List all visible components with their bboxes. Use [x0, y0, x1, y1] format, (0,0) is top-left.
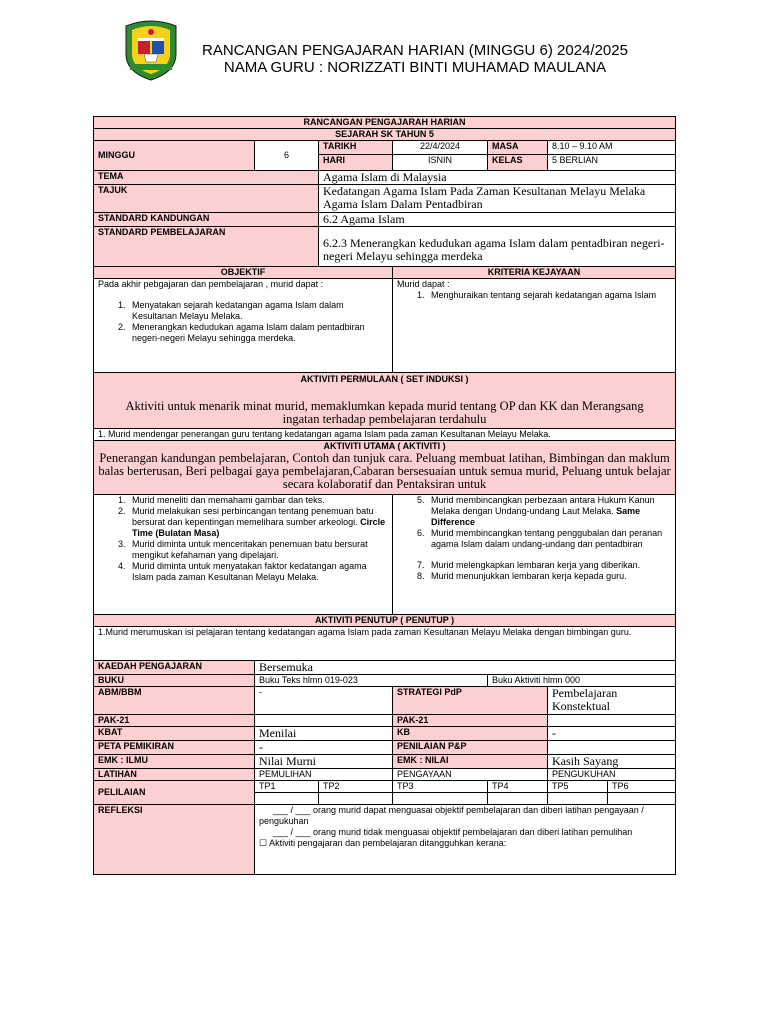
kaedah-value: Bersemuka	[255, 661, 676, 675]
pengayaan-label: PENGAYAAN	[393, 769, 548, 781]
emk-ilmu-value: Nilai Murni	[255, 755, 393, 769]
hari-value: ISNIN	[393, 155, 488, 171]
kb-label: KB	[393, 727, 548, 741]
utama-item-8: 8. Murid menunjukkan lembaran kerja kepada guru.	[427, 571, 671, 582]
refleksi-line-3: ☐ Aktiviti pengajaran dan pembelajaran ditangguhkan kerana:	[259, 838, 507, 848]
utama-label: AKTIVITI UTAMA ( AKTIVITI )	[323, 441, 446, 451]
penilaian-value	[548, 741, 676, 755]
penilaian-label: PENILAIAN P&P	[393, 741, 548, 755]
objektif-item: 2. Menerangkan kedudukan agama Islam dalam pentadbiran negeri-negeri Melayu sehingga merdeka.	[128, 322, 388, 344]
permulaan-text: Aktiviti untuk menarik minat murid, memaklumkan kepada murid tentang OP dan KK dan Merangsang ingatan terhadap pembelajaran terdahulu	[125, 399, 644, 426]
tema-label: TEMA	[94, 171, 319, 185]
utama-item-1: 1. Murid meneliti dan memahami gambar dan teks.	[128, 495, 388, 506]
circle-time-label: Circle Time (Bulatan Masa)	[132, 517, 386, 538]
page-header	[0, 14, 768, 84]
latihan-label: LATIHAN	[94, 769, 255, 781]
refleksi-label: REFLEKSI	[94, 805, 255, 875]
utama-left-list	[98, 495, 388, 583]
tarikh-value: 22/4/2024	[393, 141, 488, 155]
standard-pembelajaran-label: STANDARD PEMBELAJARAN	[94, 227, 319, 267]
peta-pemikiran-label: PETA PEMIKIRAN	[94, 741, 255, 755]
kbat-value: Menilai	[255, 727, 393, 741]
tp6-value	[608, 793, 676, 805]
document-title-block	[190, 42, 640, 76]
standard-pembelajaran-value: 6.2.3 Menerangkan kedudukan agama Islam dalam pentadbiran negeri-negeri Melayu sehingga merdeka	[319, 227, 676, 267]
objektif-list	[98, 300, 388, 344]
pak21-value-right	[548, 715, 676, 727]
kriteria-content	[393, 279, 676, 373]
tp2-value	[319, 793, 393, 805]
plan-heading: RANCANGAN PENGAJARAH HARIAN	[94, 117, 676, 129]
objektif-content	[94, 279, 393, 373]
minggu-label: MINGGU	[94, 141, 255, 171]
pemulihan-label: PEMULIHAN	[255, 769, 393, 781]
tajuk-line-1: Kedatangan Agama Islam Pada Zaman Kesultanan Melayu Melaka	[323, 184, 646, 198]
pak21-label: PAK-21	[94, 715, 255, 727]
buku-aktiviti: Buku Aktiviti hlmn 000	[488, 675, 676, 687]
kelas-label: KELAS	[488, 155, 548, 171]
tp3-label: TP3	[393, 781, 488, 793]
kriteria-label: KRITERIA KEJAYAAN	[393, 267, 676, 279]
kriteria-item: 1. Menghuraikan tentang sejarah kedatangan agama Islam	[427, 290, 671, 301]
tp5-value	[548, 793, 608, 805]
tp6-label: TP6	[608, 781, 676, 793]
utama-item-6: 6. Murid membincangkan tentang penggubalan dan peranan agama Islam dalam undang-undang dan pentadbiran	[427, 528, 671, 550]
subject-heading: SEJARAH SK TAHUN 5	[94, 129, 676, 141]
tp1-label: TP1	[255, 781, 319, 793]
tp2-label: TP2	[319, 781, 393, 793]
tarikh-label: TARIKH	[319, 141, 393, 155]
utama-right-list	[397, 495, 671, 582]
permulaan-section	[94, 373, 676, 429]
utama-item-3: 3. Murid diminta untuk menceritakan penemuan batu bersurat mengikut kefahaman yang dipelajari.	[128, 539, 388, 561]
permulaan-label: AKTIVITI PERMULAAN ( SET INDUKSI )	[300, 374, 469, 384]
document-title: RANCANGAN PENGAJARAN HARIAN (MINGGU 6) 2024/2025	[202, 42, 628, 59]
minggu-value: 6	[255, 141, 319, 171]
kb-value: -	[548, 727, 676, 741]
utama-item-4: 4. Murid diminta untuk menyatakan faktor kedatangan agama Islam pada zaman Kesultanan Melayu Melaka.	[128, 561, 388, 583]
objektif-label: OBJEKTIF	[94, 267, 393, 279]
utama-right-activities	[393, 495, 676, 615]
pak21-label-right: PAK-21	[393, 715, 548, 727]
teacher-name: NAMA GURU : NORIZZATI BINTI MUHAMAD MAULANA	[223, 59, 607, 76]
tp1-value	[255, 793, 319, 805]
kbat-label: KBAT	[94, 727, 255, 741]
tp4-label: TP4	[488, 781, 548, 793]
objektif-intro: Pada akhir pebgajaran dan pembelajaran , murid dapat :	[98, 279, 324, 289]
standard-kandungan-value: 6.2 Agama Islam	[319, 213, 676, 227]
buku-teks: Buku Teks hlmn 019-023	[255, 675, 488, 687]
peta-pemikiran-value: -	[255, 741, 393, 755]
masa-label: MASA	[488, 141, 548, 155]
penutup-label: AKTIVITI PENUTUP ( PENUTUP )	[94, 615, 676, 627]
pelilaian-label: PELILAIAN	[94, 781, 255, 805]
refleksi-content	[255, 805, 676, 875]
emk-nilai-label: EMK : NILAI	[393, 755, 548, 769]
refleksi-line-2: ___ / ___ orang murid tidak menguasai objektif pembelajaran dan diberi latihan pemulihan	[273, 827, 633, 837]
hari-label: HARI	[319, 155, 393, 171]
penutup-text: 1.Murid merumuskan isi pelajaran tentang kedatangan agama Islam pada zaman Kesultanan Melayu Melaka dengan bimbingan guru.	[94, 627, 676, 661]
tajuk-label: TAJUK	[94, 185, 319, 213]
abm-label: ABM/BBM	[94, 687, 255, 715]
abm-value: -	[255, 687, 393, 715]
masa-value: 8.10 – 9.10 AM	[548, 141, 676, 155]
pengukuhan-label: PENGUKUHAN	[548, 769, 676, 781]
utama-section	[94, 441, 676, 495]
tema-value: Agama Islam di Malaysia	[319, 171, 676, 185]
pak21-value	[255, 715, 393, 727]
tp5-label: TP5	[548, 781, 608, 793]
kaedah-label: KAEDAH PENGAJARAN	[94, 661, 255, 675]
utama-text: Penerangan kandungan pembelajaran, Contoh dan tunjuk cara. Peluang membuat latihan, Bimbingan dan maklum balas berterusan, Beri pelbagai gaya pembelajaran,Cabaran bersesuaian untuk semua murid, Peluang untuk belajar secara kolaboratif dan Pentaksiran untuk	[98, 451, 671, 491]
utama-left-activities	[94, 495, 393, 615]
tajuk-line-2: Agama Islam Dalam Pentadbiran	[323, 197, 483, 211]
emk-ilmu-label: EMK : ILMU	[94, 755, 255, 769]
permulaan-item: 1. Murid mendengar penerangan guru tentang kedatangan agama Islam pada zaman Kesultanan Melayu Melaka.	[94, 429, 676, 441]
kelas-value: 5 BERLIAN	[548, 155, 676, 171]
tp4-value	[488, 793, 548, 805]
utama-item-2: 2. Murid melakukan sesi perbincangan tentang penemuan batu bersurat dan kepentingan memelihara sumber arkeologi. Circle Time (Bulatan Masa)	[128, 506, 388, 539]
tajuk-value	[319, 185, 676, 213]
utama-item-5: 5. Murid membincangkan perbezaan antara Hukum Kanun Melaka dengan Undang-undang Laut Melaka. Same Difference	[427, 495, 671, 528]
kriteria-list	[397, 290, 671, 301]
kriteria-intro: Murid dapat :	[397, 279, 450, 289]
tp3-value	[393, 793, 488, 805]
standard-kandungan-label: STANDARD KANDUNGAN	[94, 213, 319, 227]
emk-nilai-value: Kasih Sayang	[548, 755, 676, 769]
buku-label: BUKU	[94, 675, 255, 687]
refleksi-line-1: ___ / ___ orang murid dapat menguasai objektif pembelajaran dan diberi latihan pengayaan / pengukuhan	[259, 805, 644, 826]
strategi-label: STRATEGI PdP	[393, 687, 548, 715]
objektif-item: 1. Menyatakan sejarah kedatangan agama Islam dalam Kesultanan Melayu Melaka.	[128, 300, 388, 322]
school-crest-logo	[118, 16, 184, 82]
strategi-value: Pembelajaran Konstektual	[548, 687, 676, 715]
same-difference-label: Same Difference	[431, 506, 641, 527]
lesson-plan-table	[93, 116, 676, 875]
utama-item-7: 7. Murid melengkapkan lembaran kerja yang diberikan.	[427, 560, 671, 571]
